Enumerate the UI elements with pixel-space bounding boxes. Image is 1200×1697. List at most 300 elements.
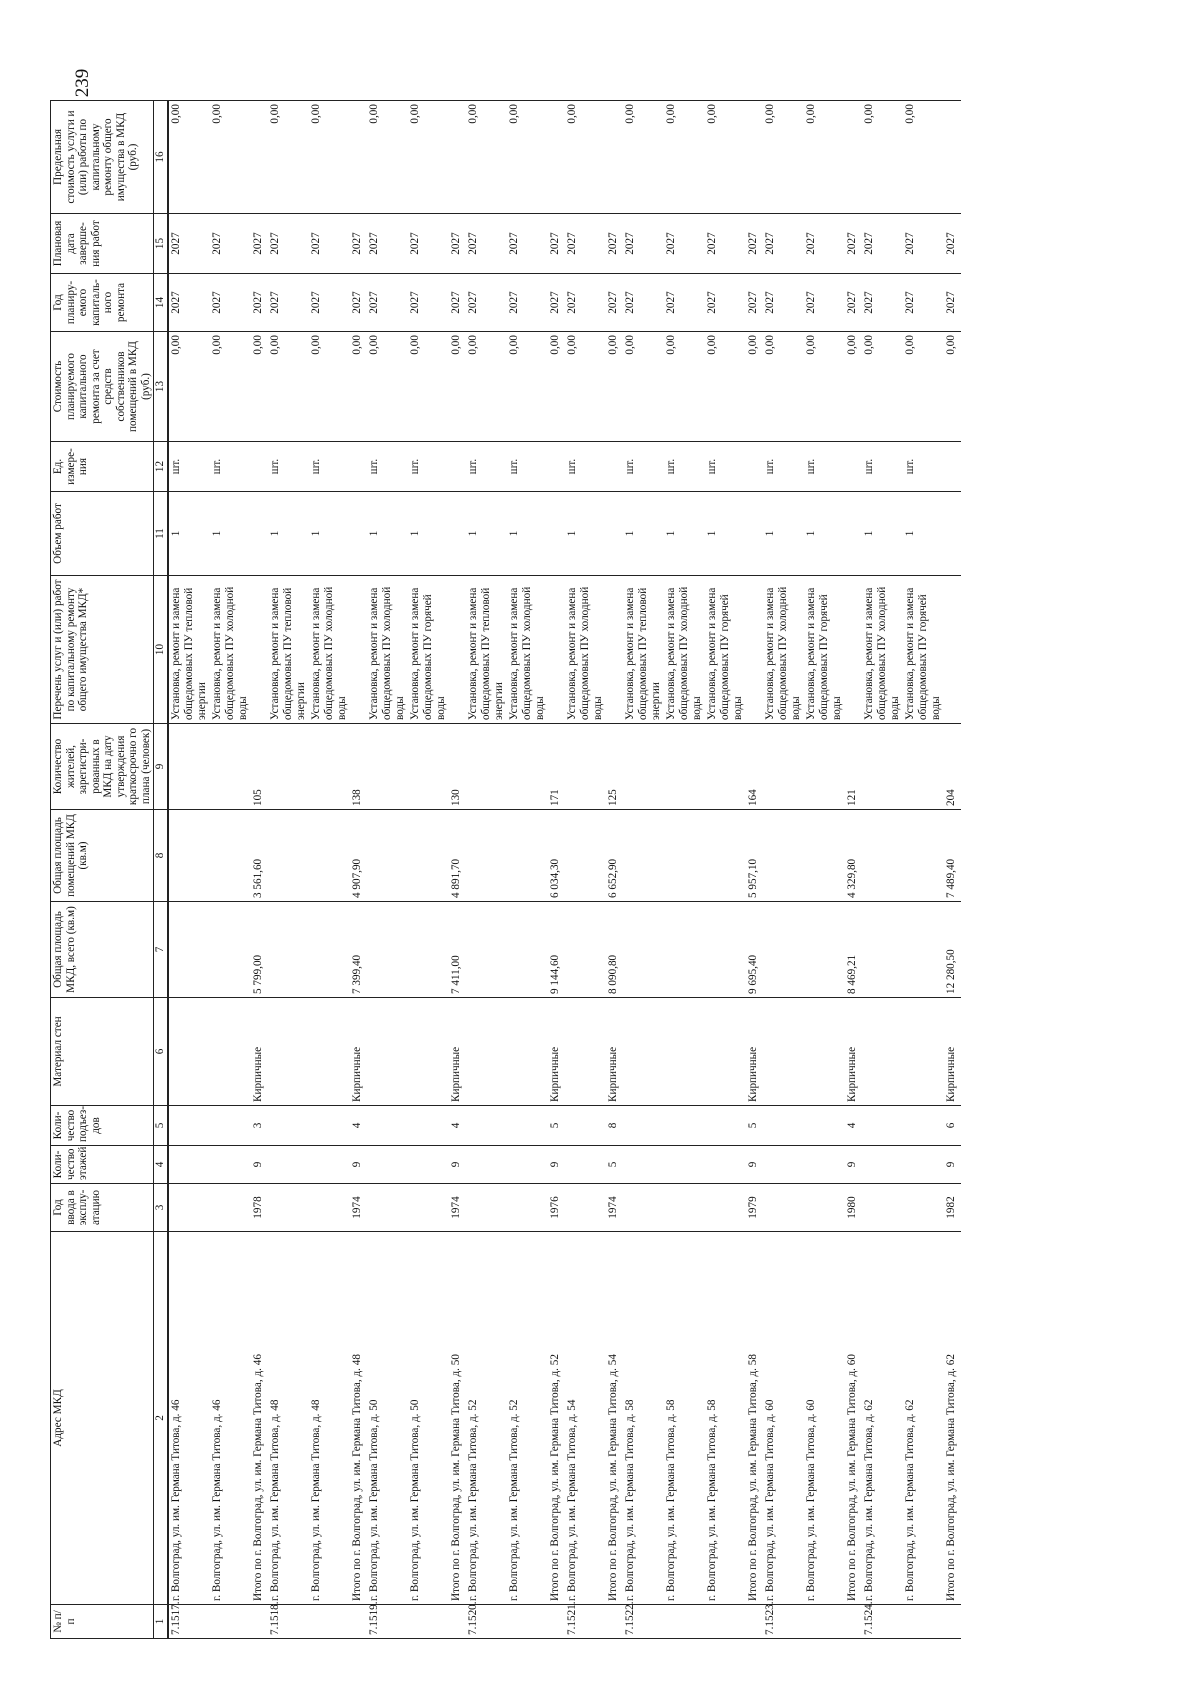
cell-unit: шт. [168,442,210,492]
cell-cost: 0,00 [507,332,548,442]
cell-walls: Кирпичные [606,998,621,1106]
cell-vol: 1 [408,492,449,576]
cell-y2: 2027 [268,214,309,274]
cell-vol [350,492,365,576]
cell-floors [565,1146,606,1184]
cell-limit [944,101,959,214]
column-header-12: Ед. измере-ния [51,442,154,492]
total-row [845,101,860,1639]
cell-walls: Кирпичные [449,998,464,1106]
cell-area: 8 090,80 [606,902,621,998]
cell-year [804,1184,845,1232]
cell-unit: шт. [862,442,903,492]
cell-floors [664,1146,705,1184]
cell-floors [309,1146,350,1184]
spacer-cell [959,724,961,810]
cell-people: 171 [548,724,563,810]
cell-vol [606,492,621,576]
cell-vol: 1 [309,492,350,576]
cell-addr: г. Волгоград, ул. им. Германа Титова, д. 62 [862,1232,903,1605]
cell-y2: 2027 [944,214,959,274]
cell-walls [507,998,548,1106]
table-row [367,101,408,1639]
cell-people: 130 [449,724,464,810]
cell-unit: шт. [367,442,408,492]
cell-cost: 0,00 [763,332,804,442]
column-number-6: 6 [154,998,169,1106]
cell-n [251,1605,266,1639]
column-number-12: 12 [154,442,169,492]
cell-entr [862,1106,903,1146]
cell-y1: 2027 [466,274,507,332]
cell-vol: 1 [763,492,804,576]
cell-work: Установка, ремонт и замена общедомовых ПУ тепловой энергии [168,576,210,724]
cell-people [210,724,251,810]
column-header-9: Количество жителей, зарегистри-рованных в МКД на дату утверждения краткосрочно го плана (человек) [51,724,154,810]
cell-area: 8 469,21 [845,902,860,998]
cell-entr [623,1106,664,1146]
cell-floors: 9 [746,1146,761,1184]
table-row [623,101,664,1639]
cell-area [804,902,845,998]
cell-y1: 2027 [705,274,746,332]
table-row [705,101,746,1639]
cell-entr [705,1106,746,1146]
cell-limit [548,101,563,214]
cell-cost: 0,00 [746,332,761,442]
cell-area2 [309,810,350,902]
cell-limit: 0,00 [210,101,251,214]
cell-y2: 2027 [449,214,464,274]
cell-n: 7.1522. [623,1605,664,1639]
table-row [408,101,449,1639]
cell-people [862,724,903,810]
cell-area2: 4 907,90 [350,810,365,902]
cell-walls [168,998,210,1106]
cell-y1: 2027 [449,274,464,332]
cell-year [623,1184,664,1232]
cell-floors [408,1146,449,1184]
column-number-13: 13 [154,332,169,442]
table-body [168,101,961,1639]
cell-work: Установка, ремонт и замена общедомовых ПУ холодной воды [367,576,408,724]
cell-area [862,902,903,998]
cell-addr: Итого по г. Волгоград, ул. им. Германа Титова, д. 48 [350,1232,365,1605]
cell-y1: 2027 [565,274,606,332]
cell-floors [705,1146,746,1184]
cell-entr: 4 [350,1106,365,1146]
cell-people: 121 [845,724,860,810]
cell-unit [350,442,365,492]
cell-area2: 4 891,70 [449,810,464,902]
cell-work: Установка, ремонт и замена общедомовых ПУ холодной воды [309,576,350,724]
cell-area [466,902,507,998]
cell-n [350,1605,365,1639]
cell-floors [466,1146,507,1184]
cell-vol: 1 [466,492,507,576]
cell-vol [449,492,464,576]
cell-walls [408,998,449,1106]
spacer-cell [959,442,961,492]
cell-people [664,724,705,810]
cell-people [466,724,507,810]
column-header-1: № п/п [51,1605,154,1639]
cell-addr: г. Волгоград, ул. им. Германа Титова, д. 60 [763,1232,804,1605]
spacer-cell [959,1146,961,1184]
cell-work [251,576,266,724]
cell-entr [763,1106,804,1146]
spacer-cell [959,492,961,576]
cell-floors [367,1146,408,1184]
cell-y1: 2027 [804,274,845,332]
cell-cost: 0,00 [251,332,266,442]
cell-unit: шт. [705,442,746,492]
page-number: 239 [72,68,93,98]
cell-people [763,724,804,810]
spacer-cell [959,274,961,332]
cell-area2 [763,810,804,902]
cell-addr: г. Волгоград, ул. им. Германа Титова, д. 52 [507,1232,548,1605]
cell-y2: 2027 [746,214,761,274]
cell-area [664,902,705,998]
cell-year [408,1184,449,1232]
table-row [763,101,804,1639]
cell-floors [623,1146,664,1184]
spacer-cell [959,576,961,724]
column-number-5: 5 [154,1106,169,1146]
cell-people [168,724,210,810]
cell-floors [268,1146,309,1184]
cell-work [944,576,959,724]
cell-vol [845,492,860,576]
cell-entr [309,1106,350,1146]
cell-n: 7.1524. [862,1605,903,1639]
cell-year: 1979 [746,1184,761,1232]
spacer-cell [959,1184,961,1232]
cell-unit: шт. [565,442,606,492]
cell-people [804,724,845,810]
cell-limit [449,101,464,214]
column-number-15: 15 [154,214,169,274]
spacer-row [959,101,961,1639]
cell-y1: 2027 [507,274,548,332]
cell-addr: г. Волгоград, ул. им. Германа Титова, д. 58 [664,1232,705,1605]
cell-y2: 2027 [804,214,845,274]
table-row [664,101,705,1639]
cell-work: Установка, ремонт и замена общедомовых ПУ холодной воды [507,576,548,724]
cell-vol: 1 [862,492,903,576]
cell-work [746,576,761,724]
column-header-7: Общая площадь МКД, всего (кв.м) [51,902,154,998]
cell-area [268,902,309,998]
table-row [210,101,251,1639]
cell-y2: 2027 [845,214,860,274]
cell-area: 12 280,50 [944,902,959,998]
cell-addr: г. Волгоград, ул. им. Германа Титова, д. 46 [168,1232,210,1605]
cell-area2 [408,810,449,902]
cell-work: Установка, ремонт и замена общедомовых ПУ тепловой энергии [623,576,664,724]
cell-cost: 0,00 [623,332,664,442]
column-number-9: 9 [154,724,169,810]
cell-y1: 2027 [210,274,251,332]
total-row [350,101,365,1639]
cell-y1: 2027 [408,274,449,332]
cell-limit [251,101,266,214]
total-row [944,101,959,1639]
cell-area [168,902,210,998]
cell-addr: г. Волгоград, ул. им. Германа Титова, д. 52 [466,1232,507,1605]
cell-year: 1974 [606,1184,621,1232]
cell-walls [862,998,903,1106]
cell-vol: 1 [168,492,210,576]
cell-entr [903,1106,944,1146]
cell-vol: 1 [507,492,548,576]
cell-people [309,724,350,810]
cell-people: 164 [746,724,761,810]
cell-y2: 2027 [350,214,365,274]
cell-work: Установка, ремонт и замена общедомовых ПУ горячей воды [903,576,944,724]
cell-vol: 1 [705,492,746,576]
cell-work: Установка, ремонт и замена общедомовых ПУ горячей воды [804,576,845,724]
column-header-10: Перечень услуг и (или) работ по капитальному ремонту общего имущества МКД* [51,576,154,724]
cell-area2 [367,810,408,902]
spacer-cell [959,101,961,214]
column-number-7: 7 [154,902,169,998]
cell-year [862,1184,903,1232]
cell-vol: 1 [268,492,309,576]
cell-people: 105 [251,724,266,810]
cell-cost: 0,00 [606,332,621,442]
cell-floors: 5 [606,1146,621,1184]
column-header-5: Коли-чество подъез-дов [51,1106,154,1146]
spacer-cell [959,1232,961,1605]
table-row [466,101,507,1639]
cell-cost: 0,00 [944,332,959,442]
cell-addr: г. Волгоград, ул. им. Германа Титова, д. 46 [210,1232,251,1605]
cell-addr: Итого по г. Волгоград, ул. им. Германа Титова, д. 58 [746,1232,761,1605]
column-number-11: 11 [154,492,169,576]
cell-n [408,1605,449,1639]
cell-walls [268,998,309,1106]
cell-addr: г. Волгоград, ул. им. Германа Титова, д. 62 [903,1232,944,1605]
cell-y1: 2027 [168,274,210,332]
cell-addr: г. Волгоград, ул. им. Германа Титова, д. 60 [804,1232,845,1605]
column-number-8: 8 [154,810,169,902]
cell-people [268,724,309,810]
cell-year [309,1184,350,1232]
cell-addr: г. Волгоград, ул. им. Германа Титова, д. 58 [623,1232,664,1605]
cell-y1: 2027 [664,274,705,332]
cell-people: 204 [944,724,959,810]
cell-unit: шт. [466,442,507,492]
cell-area [903,902,944,998]
column-header-3: Год ввода в эксплу-атацию [51,1184,154,1232]
cell-n [664,1605,705,1639]
cell-floors [210,1146,251,1184]
cell-area [210,902,251,998]
cell-limit: 0,00 [367,101,408,214]
column-header-13: Стоимость планируемого капитального ремонта за счет средств собственников помещений в МКД (руб.) [51,332,154,442]
column-header-15: Плановая дата заверше-ния работ [51,214,154,274]
cell-walls [210,998,251,1106]
cell-work [606,576,621,724]
cell-limit: 0,00 [664,101,705,214]
cell-y1: 2027 [350,274,365,332]
cell-y2: 2027 [408,214,449,274]
cell-y2: 2027 [309,214,350,274]
cell-unit [845,442,860,492]
cell-cost: 0,00 [565,332,606,442]
spacer-cell [959,214,961,274]
cell-vol [944,492,959,576]
cell-addr: г. Волгоград, ул. им. Германа Титова, д. 54 [565,1232,606,1605]
table-row [862,101,903,1639]
cell-entr [268,1106,309,1146]
cell-walls: Кирпичные [845,998,860,1106]
cell-floors [168,1146,210,1184]
cell-year [763,1184,804,1232]
cell-n: 7.1519. [367,1605,408,1639]
cell-y2: 2027 [210,214,251,274]
cell-y1: 2027 [606,274,621,332]
column-header-6: Материал стен [51,998,154,1106]
spacer-cell [959,902,961,998]
cell-work [350,576,365,724]
cell-addr: г. Волгоград, ул. им. Германа Титова, д. 58 [705,1232,746,1605]
cell-cost: 0,00 [903,332,944,442]
cell-year: 1974 [449,1184,464,1232]
cell-unit [251,442,266,492]
cell-unit: шт. [210,442,251,492]
cell-area: 7 399,40 [350,902,365,998]
table-row [565,101,606,1639]
cell-addr: Итого по г. Волгоград, ул. им. Германа Титова, д. 46 [251,1232,266,1605]
cell-area: 5 799,00 [251,902,266,998]
cell-y1: 2027 [746,274,761,332]
cell-n [606,1605,621,1639]
cell-entr: 5 [548,1106,563,1146]
cell-area2 [664,810,705,902]
cell-people [408,724,449,810]
cell-floors: 9 [449,1146,464,1184]
cell-walls [705,998,746,1106]
cell-n [845,1605,860,1639]
cell-work [548,576,563,724]
cell-vol [548,492,563,576]
cell-area2 [804,810,845,902]
cell-limit: 0,00 [862,101,903,214]
cell-entr [210,1106,251,1146]
cell-unit [746,442,761,492]
cell-addr: г. Волгоград, ул. им. Германа Титова, д. 48 [268,1232,309,1605]
cell-entr: 5 [746,1106,761,1146]
cell-floors [804,1146,845,1184]
column-number-4: 4 [154,1146,169,1184]
cell-floors: 9 [251,1146,266,1184]
cell-addr: Итого по г. Волгоград, ул. им. Германа Титова, д. 50 [449,1232,464,1605]
cell-entr [367,1106,408,1146]
cell-area [763,902,804,998]
cell-limit [350,101,365,214]
cell-n [309,1605,350,1639]
cell-y1: 2027 [944,274,959,332]
cell-limit [746,101,761,214]
column-numbers-row [154,101,169,1639]
cell-floors: 9 [350,1146,365,1184]
cell-walls [763,998,804,1106]
cell-limit: 0,00 [763,101,804,214]
spacer-cell [959,332,961,442]
cell-walls: Кирпичные [548,998,563,1106]
cell-cost: 0,00 [804,332,845,442]
cell-area2 [466,810,507,902]
cell-people [623,724,664,810]
cell-limit: 0,00 [168,101,210,214]
cell-floors [507,1146,548,1184]
cell-limit: 0,00 [903,101,944,214]
cell-area2: 7 489,40 [944,810,959,902]
cell-people [903,724,944,810]
cell-walls [367,998,408,1106]
cell-n [449,1605,464,1639]
cell-entr: 4 [449,1106,464,1146]
cell-y1: 2027 [268,274,309,332]
cell-y2: 2027 [903,214,944,274]
cell-y2: 2027 [367,214,408,274]
cell-y1: 2027 [763,274,804,332]
cell-limit: 0,00 [804,101,845,214]
cell-n [705,1605,746,1639]
total-row [746,101,761,1639]
cell-people [705,724,746,810]
table-row [804,101,845,1639]
register-table [50,100,961,1639]
column-number-10: 10 [154,576,169,724]
cell-area2 [268,810,309,902]
cell-y2: 2027 [763,214,804,274]
cell-year [507,1184,548,1232]
cell-year: 1982 [944,1184,959,1232]
cell-walls: Кирпичные [350,998,365,1106]
cell-area [367,902,408,998]
cell-floors: 9 [944,1146,959,1184]
cell-year [268,1184,309,1232]
cell-entr: 6 [944,1106,959,1146]
cell-n: 7.1520. [466,1605,507,1639]
total-row [251,101,266,1639]
cell-people [565,724,606,810]
cell-y1: 2027 [251,274,266,332]
cell-area2 [903,810,944,902]
cell-limit [606,101,621,214]
cell-y1: 2027 [309,274,350,332]
cell-work: Установка, ремонт и замена общедомовых ПУ холодной воды [210,576,251,724]
cell-vol [251,492,266,576]
cell-work: Установка, ремонт и замена общедомовых ПУ горячей воды [705,576,746,724]
cell-cost: 0,00 [268,332,309,442]
cell-work: Установка, ремонт и замена общедомовых ПУ тепловой энергии [268,576,309,724]
column-number-1: 1 [154,1605,169,1639]
cell-walls [623,998,664,1106]
cell-entr [565,1106,606,1146]
cell-work: Установка, ремонт и замена общедомовых ПУ холодной воды [763,576,804,724]
column-number-3: 3 [154,1184,169,1232]
cell-work: Установка, ремонт и замена общедомовых ПУ горячей воды [408,576,449,724]
cell-people [367,724,408,810]
cell-y2: 2027 [251,214,266,274]
cell-entr: 8 [606,1106,621,1146]
cell-y2: 2027 [466,214,507,274]
